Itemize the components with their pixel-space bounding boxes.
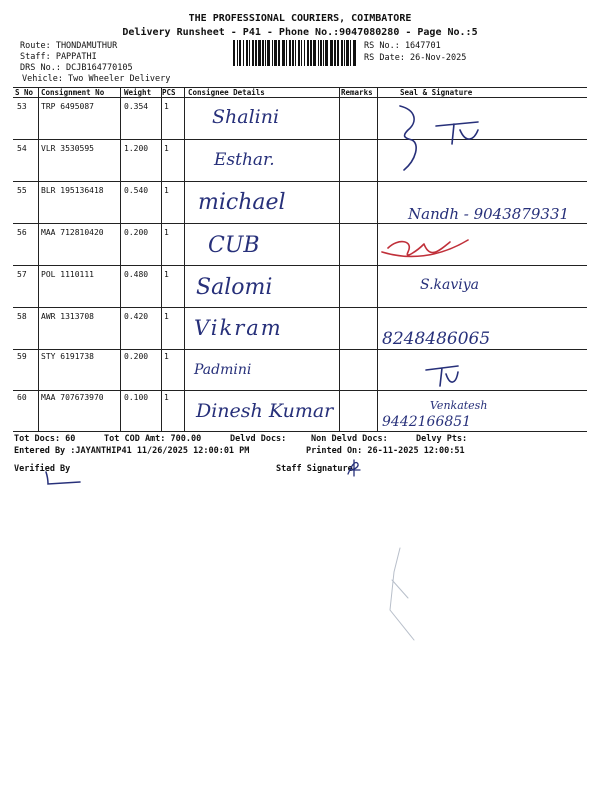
signature-row55: Nandh - 9043879331 [408,205,570,223]
barcode-bar [330,40,333,66]
verified-by-label: Verified By [14,464,71,474]
row-consignee-handwritten: Shalini [212,106,280,128]
barcode-bar [246,40,248,66]
row-sno: 59 [17,352,27,361]
signature-row57: S.kaviya [420,277,480,293]
col-header-weight: Weight [124,88,152,97]
staff-signature-mark [344,458,364,478]
barcode-bar [255,40,257,66]
barcode-bar [286,40,287,66]
runsheet-subtitle: Delivery Runsheet - P41 - Phone No.:9047080280 - Page No.:5 [122,27,478,38]
barcode-bar [344,40,345,66]
barcode-bar [295,40,296,66]
cub-signature-scribble [382,240,468,256]
row-pcs: 1 [164,352,169,361]
barcode-bar [237,40,238,66]
barcode-bar [337,40,339,66]
row-sno: 56 [17,228,27,237]
barcode-bar [272,40,273,66]
row-weight: 1.200 [124,144,149,153]
row-weight: 0.480 [124,270,149,279]
row-consignment: BLR 195136418 [41,186,104,195]
rs-date: RS Date: 26-Nov-2025 [364,53,467,63]
row-sno: 60 [17,393,27,402]
non-delivered-docs: Non Delvd Docs: [311,434,388,444]
barcode-bar [233,40,235,66]
col-header-pcs: PCS [162,88,176,97]
row-consignee-handwritten: michael [198,190,286,215]
row-consignee-handwritten: Padmini [194,362,252,378]
signature-marks [378,100,588,440]
barcode-bar [318,40,319,66]
barcode-bar [267,40,270,66]
barcode-bar [282,40,285,66]
row-sno: 58 [17,312,27,321]
vehicle-label: Vehicle: Two Wheeler Delivery [22,74,171,84]
signature-row58-phone: 8248486065 [382,329,491,349]
row-pcs: 1 [164,393,169,402]
barcode-bar [304,40,305,66]
row-sno: 57 [17,270,27,279]
company-title: THE PROFESSIONAL COURIERS, COIMBATORE [188,13,412,24]
barcode-bar [350,40,351,66]
row-consignment: MAA 712810420 [41,228,104,237]
row-consignment: AWR 1313708 [41,312,94,321]
row-consignee-handwritten: CUB [208,233,260,258]
row-pcs: 1 [164,312,169,321]
barcode-bar [239,40,241,66]
staff-label: Staff: PAPPATHI [20,52,97,62]
barcode-bar [353,40,356,66]
drs-number: DRS No.: DCJB164770105 [20,63,133,73]
col-header-seal-signature: Seal & Signature [400,88,473,97]
barcode-bar [265,40,266,66]
total-cod-amount: Tot COD Amt: 700.00 [104,434,202,444]
barcode-bar [334,40,336,66]
initial-signature [436,122,478,144]
barcode-bar [325,40,328,66]
barcode-bar [346,40,349,66]
total-docs: Tot Docs: 60 [14,434,76,444]
rs-number: RS No.: 1647701 [364,41,441,51]
row-consignment: TRP 6495087 [41,102,94,111]
barcode-bar [298,40,300,66]
barcode-bar [323,40,324,66]
row-sno: 53 [17,102,27,111]
col-header-consignment: Consignment No [41,88,105,97]
row-consignment: VLR 3530595 [41,144,94,153]
row-consignment: POL 1110111 [41,270,94,279]
barcode-bar [310,40,312,66]
bracket-signature [400,106,416,170]
row-pcs: 1 [164,228,169,237]
row-pcs: 1 [164,144,169,153]
row-pcs: 1 [164,270,169,279]
row-pcs: 1 [164,186,169,195]
row-weight: 0.100 [124,393,149,402]
route-label: Route: THONDAMUTHUR [20,41,118,51]
barcode-bar [341,40,343,66]
row-consignment: STY 6191738 [41,352,94,361]
row-consignee-handwritten: Salomi [196,275,273,300]
row-weight: 0.354 [124,102,149,111]
barcode [233,40,359,66]
signature-row60-phone: 9442166851 [382,414,472,430]
row-weight: 0.540 [124,186,149,195]
barcode-bar [301,40,302,66]
barcode-bar [243,40,244,66]
barcode-bar [289,40,291,66]
col-header-consignee: Consignee Details [188,88,265,97]
barcode-bar [278,40,280,66]
delivered-docs: Delvd Docs: [230,434,287,444]
faint-pen-marks [380,540,440,650]
initial-signature-59 [426,366,458,386]
entered-by: Entered By :JAYANTHIP41 11/26/2025 12:00:01 PM [14,446,250,456]
barcode-bar [252,40,254,66]
row-consignee-handwritten: Dinesh Kumar [196,400,334,422]
row-weight: 0.200 [124,228,149,237]
barcode-bar [292,40,294,66]
col-header-remarks: Remarks [341,88,373,97]
staff-signature-label: Staff Signature [276,464,353,474]
printed-on: Printed On: 26-11-2025 12:00:51 [306,446,465,456]
delivery-points: Delvy Pts: [416,434,468,444]
barcode-bar [320,40,322,66]
row-sno: 54 [17,144,27,153]
barcode-bar [249,40,250,66]
row-consignment: MAA 707673970 [41,393,104,402]
row-consignee-handwritten: Esthar. [214,150,275,170]
row-sno: 55 [17,186,27,195]
row-consignee-handwritten: Vikram [194,316,283,340]
verified-by-signature [40,470,100,490]
barcode-bar [258,40,261,66]
barcode-bar [307,40,309,66]
col-header-sno: S No [15,88,34,97]
row-weight: 0.200 [124,352,149,361]
row-weight: 0.420 [124,312,149,321]
row-pcs: 1 [164,102,169,111]
barcode-bar [262,40,264,66]
signature-row60-name: Venkatesh [430,399,488,412]
barcode-bar [274,40,277,66]
barcode-bar [313,40,316,66]
